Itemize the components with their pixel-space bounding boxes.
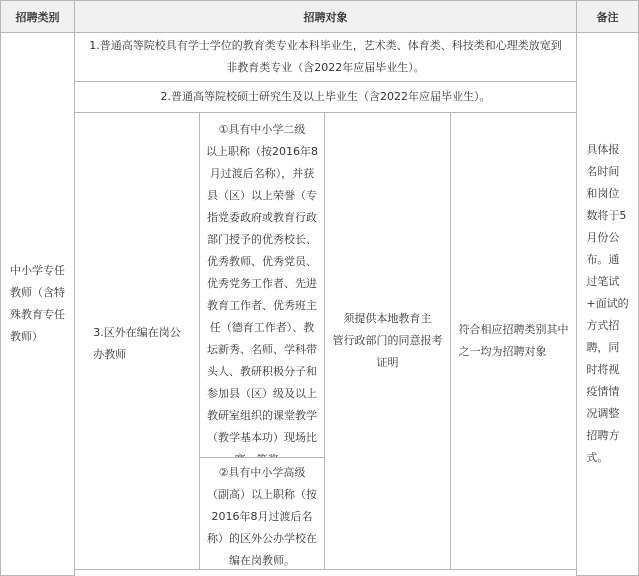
match-text: 符合相应招聘类别其中 之一均为招聘对象 xyxy=(458,323,569,358)
condition-1-text: ①具有中小学二级 以上职称（按2016年8 月过渡后名称），并获 县（区）以上荣誉（专 指党委政府或教育行政 部门授予的优秀校长、 优秀教师、优秀党员、 优秀党务工作者、先进 教育工作者、优秀班主 任（德育工作者）、教 坛新秀、名师、学科带 头人、教研积极分子和 参加县（区）级及以上 教研室组织的课堂教学 （教学基本功）现场比 xyxy=(206,123,318,444)
next-row-partial xyxy=(74,569,577,576)
target-row-3-label-text: 3.区外在编在岗公 办教师 xyxy=(93,326,181,361)
header-category-label: 招聘类别 xyxy=(15,10,60,24)
condition-2-text: ②具有中小学高级 （副高）以上职称（按 2016年8月过渡后名 称）的区外公办学校在 编在岗教师。 xyxy=(207,466,317,567)
target-row-1-text: 1.普通高等院校具有学士学位的教育类专业本科毕业生，艺术类、体育类、科技类和心理类放宽到非教育类专业（含2022年应届毕业生）。 xyxy=(89,39,562,74)
target-row-1 xyxy=(74,32,577,82)
header-target xyxy=(74,0,577,33)
approval-text: 须提供本地教育主 管行政部门的同意报考 证明 xyxy=(332,312,443,369)
header-remark xyxy=(576,0,639,33)
approval-cell xyxy=(324,112,451,570)
target-row-2-text: 2.普通高等院校硕士研究生及以上毕业生（含2022年应届毕业生）。 xyxy=(160,90,491,103)
match-cell xyxy=(450,112,577,570)
category-value: 中小学专任 教师（含特 殊教育专任 教师） xyxy=(10,264,65,343)
remark-cell xyxy=(576,32,639,576)
header-remark-label: 备注 xyxy=(596,10,619,24)
target-row-2 xyxy=(74,81,577,113)
condition-1-cell xyxy=(199,112,325,458)
target-row-3-label xyxy=(74,112,200,576)
header-category xyxy=(0,0,75,33)
condition-2-cell xyxy=(199,457,325,570)
category-cell xyxy=(0,32,75,576)
remark-value: 具体报 名时间 和岗位 数将于5 月份公 布。通 过笔试 +面试的 方式招 聘，同 时将视 疫情情 况调整 招聘方 式。 xyxy=(586,143,629,464)
header-target-label: 招聘对象 xyxy=(303,10,348,24)
